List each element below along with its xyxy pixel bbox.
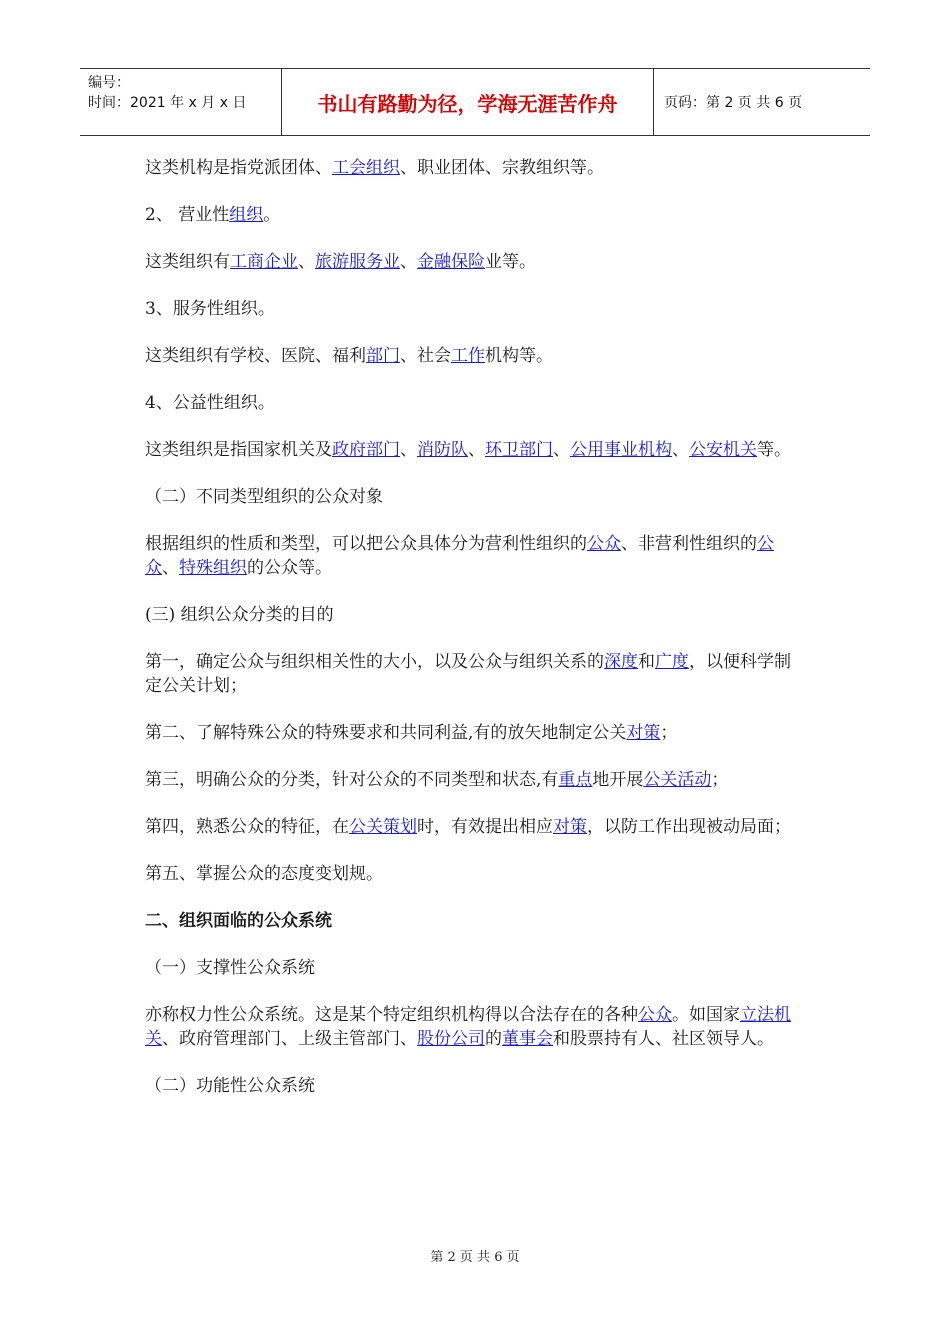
paragraph [145, 203, 805, 227]
text-run: 的 [485, 1029, 502, 1049]
paragraph [145, 1003, 805, 1051]
page-footer [0, 1246, 950, 1265]
text-run: 4、公益性组织。 [145, 393, 275, 413]
paragraph [145, 603, 805, 627]
footer-page-number: 第 2 页 共 6 页 [430, 1250, 520, 1265]
text-run: 时，有效提出相应 [417, 817, 553, 837]
text-run: （二）功能性公众系统 [145, 1076, 315, 1096]
motto-text: 书山有路勤为径，学海无涯苦作舟 [317, 91, 618, 116]
serial-number-label: 编号： [88, 75, 130, 91]
inline-link[interactable]: 工作 [451, 346, 485, 366]
header-meta-cell [80, 69, 282, 135]
inline-link[interactable]: 立法机关 [145, 1005, 791, 1049]
text-run: 这类组织有 [145, 252, 230, 272]
text-run: 地开展 [592, 770, 644, 790]
text-run: 、 [400, 252, 417, 272]
section-heading [145, 909, 805, 933]
text-run: 第五、掌握公众的态度变划规。 [145, 864, 383, 884]
inline-link[interactable]: 广度 [655, 652, 689, 672]
text-run: 第三，明确公众的分类，针对公众的不同类型和状态,有 [145, 770, 559, 790]
paragraph [145, 532, 805, 580]
text-run: 等。 [757, 440, 791, 460]
text-run: 、 [400, 440, 417, 460]
text-run: 这类机构是指党派团体、 [145, 158, 332, 178]
inline-link[interactable]: 公众 [638, 1005, 672, 1025]
inline-link[interactable]: 对策 [553, 817, 587, 837]
text-run: 第四，熟悉公众的特征，在 [145, 817, 349, 837]
inline-link[interactable]: 公用事业机构 [570, 440, 672, 460]
text-run: 、 [162, 558, 179, 578]
text-run: 根据组织的性质和类型，可以把公众具体分为营利性组织的 [145, 534, 587, 554]
paragraph [145, 815, 805, 839]
text-run: 、 [672, 440, 689, 460]
paragraph [145, 250, 805, 274]
paragraph [145, 391, 805, 415]
inline-link[interactable]: 公关策划 [349, 817, 417, 837]
text-run: 、 [553, 440, 570, 460]
inline-link[interactable]: 政府部门 [332, 440, 400, 460]
page-header [80, 68, 870, 136]
text-run: 、职业团体、宗教组织等。 [400, 158, 604, 178]
text-run: 这类组织有学校、医院、福利 [145, 346, 366, 366]
text-run: 3、服务性组织。 [145, 299, 275, 319]
inline-link[interactable]: 公众 [145, 534, 774, 578]
inline-link[interactable]: 环卫部门 [485, 440, 553, 460]
text-run: 和 [638, 652, 655, 672]
text-run: 、非营利性组织的 [621, 534, 757, 554]
header-page-cell [654, 69, 870, 135]
text-run: (三) 组织公众分类的目的 [145, 605, 334, 625]
paragraph [145, 1074, 805, 1098]
inline-link[interactable]: 公关活动 [643, 770, 712, 790]
text-run: 。 [263, 205, 281, 225]
inline-link[interactable]: 对策 [626, 723, 661, 743]
document-body [145, 156, 805, 1121]
text-run: 、 [468, 440, 485, 460]
text-run: ，以便科学制定公关计划； [145, 652, 791, 696]
paragraph [145, 956, 805, 980]
text-run: 这类组织是指国家机关及 [145, 440, 332, 460]
text-run: （一）支撑性公众系统 [145, 958, 315, 978]
inline-link[interactable]: 公安机关 [689, 440, 757, 460]
inline-link[interactable]: 旅游服务业 [315, 252, 400, 272]
text-run: 机构等。 [485, 346, 553, 366]
text-run: （二）不同类型组织的公众对象 [145, 487, 383, 507]
inline-link[interactable]: 公众 [587, 534, 621, 554]
paragraph [145, 438, 805, 462]
paragraph [145, 156, 805, 180]
text-run: 亦称权力性公众系统。这是某个特定组织机构得以合法存在的各种 [145, 1005, 638, 1025]
text-run: ； [660, 723, 678, 743]
text-run: ； [711, 770, 729, 790]
inline-link[interactable]: 特殊组织 [179, 558, 247, 578]
date-label: 时间：2021 年 x 月 x 日 [88, 95, 247, 111]
text-run: ，以防工作出现被动局面； [587, 817, 791, 837]
paragraph [145, 344, 805, 368]
text-run: 、社会 [400, 346, 451, 366]
text-run: 第一，确定公众与组织相关性的大小，以及公众与组织关系的 [145, 652, 604, 672]
inline-link[interactable]: 金融保险 [417, 252, 485, 272]
header-motto-cell [282, 69, 654, 135]
inline-link[interactable]: 组织 [229, 205, 264, 225]
inline-link[interactable]: 股份公司 [417, 1029, 485, 1049]
paragraph [145, 650, 805, 698]
paragraph [145, 721, 805, 745]
paragraph [145, 485, 805, 509]
paragraph [145, 768, 805, 792]
page-number-label: 页码：第 2 页 共 6 页 [664, 95, 803, 111]
paragraph [145, 297, 805, 321]
inline-link[interactable]: 工商企业 [230, 252, 298, 272]
text-run: 、 [298, 252, 315, 272]
text-run: 2、 营业性 [145, 205, 230, 225]
text-run: 的公众等。 [247, 558, 332, 578]
inline-link[interactable]: 工会组织 [332, 158, 400, 178]
text-run: 业等。 [485, 252, 536, 272]
inline-link[interactable]: 消防队 [417, 440, 468, 460]
inline-link[interactable]: 部门 [366, 346, 400, 366]
inline-link[interactable]: 董事会 [502, 1029, 553, 1049]
text-run: 、政府管理部门、上级主管部门、 [162, 1029, 417, 1049]
text-run: 第二、了解特殊公众的特殊要求和共同利益,有的放矢地制定公关 [145, 723, 627, 743]
text-run: 。如国家 [672, 1005, 740, 1025]
paragraph [145, 862, 805, 886]
inline-link[interactable]: 深度 [604, 652, 638, 672]
text-run: 和股票持有人、社区领导人。 [553, 1029, 774, 1049]
inline-link[interactable]: 重点 [558, 770, 593, 790]
text-run: 二、组织面临的公众系统 [145, 911, 332, 931]
